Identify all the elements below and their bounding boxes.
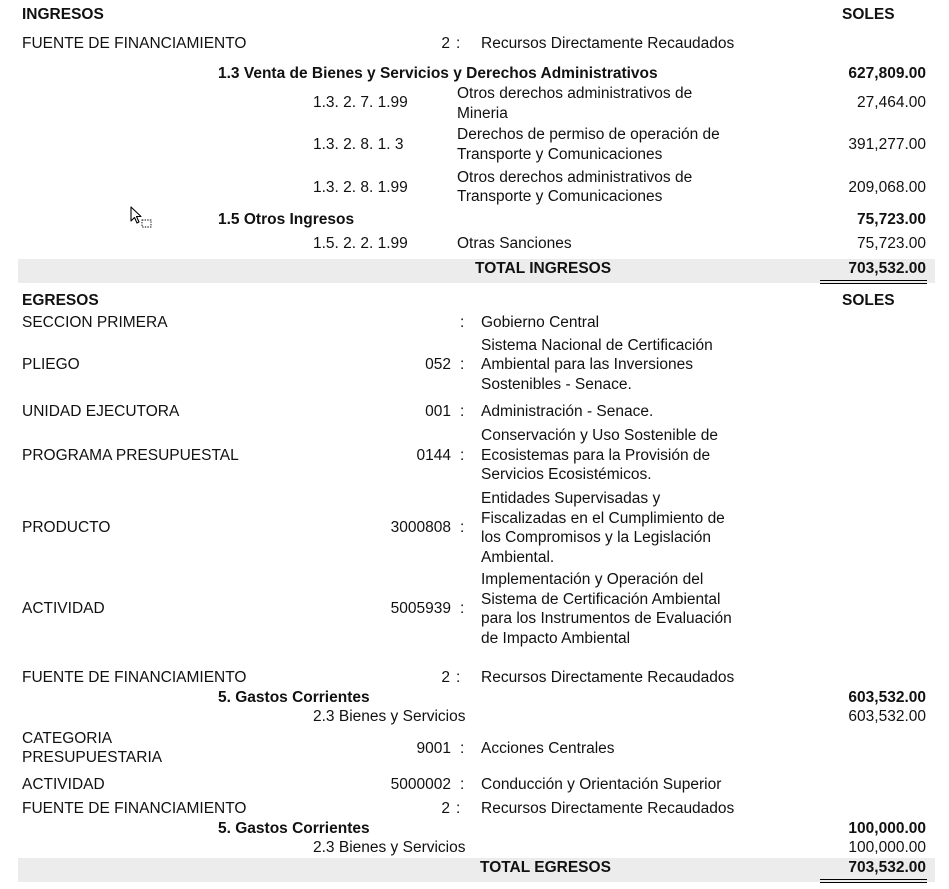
row-value: Administración - Senace. — [481, 403, 654, 420]
gastos-corrientes-amount: 100,000.00 — [848, 820, 926, 837]
fuente-sep: : — [456, 35, 461, 52]
row-value: Fiscalizadas en el Cumplimiento de — [481, 510, 725, 527]
total-egresos-label: TOTAL EGRESOS — [480, 859, 611, 876]
row-value: Ambiental. — [481, 549, 555, 566]
gastos-corrientes-amount: 603,532.00 — [848, 689, 926, 706]
fuente-label: FUENTE DE FINANCIAMIENTO — [22, 800, 247, 817]
total-ingresos-amount: 703,532.00 — [848, 260, 926, 277]
row-value: Sistema de Certificación Ambiental — [481, 591, 721, 608]
row-label: PLIEGO — [22, 356, 80, 373]
group-title: 1.3 Venta de Bienes y Servicios y Derechos Administrativos — [218, 65, 658, 82]
fuente-sep: : — [456, 669, 461, 686]
egresos-header: EGRESOS — [22, 292, 99, 309]
row-value: Conservación y Uso Sostenible de — [481, 427, 718, 444]
row-code: 5005939 — [390, 600, 451, 617]
row-label: UNIDAD EJECUTORA — [22, 403, 180, 420]
fuente-value: Recursos Directamente Recaudados — [481, 800, 735, 817]
categoria-sep: : — [460, 740, 465, 757]
line-desc: Derechos de permiso de operación de — [457, 126, 720, 143]
row-value: Sostenibles - Senace. — [481, 376, 632, 393]
row-label: SECCION PRIMERA — [22, 314, 168, 331]
row-value: Servicios Ecosistémicos. — [481, 466, 652, 483]
total-double-underline — [820, 879, 927, 883]
gastos-corrientes-label: 5. Gastos Corrientes — [218, 689, 370, 706]
fuente-code: 2 — [441, 669, 450, 686]
total-ingresos-label: TOTAL INGRESOS — [475, 260, 612, 277]
fuente-code: 2 — [441, 35, 450, 52]
total-egresos-amount: 703,532.00 — [848, 859, 926, 876]
ingresos-header: INGRESOS — [22, 6, 104, 23]
egresos-soles-header: SOLES — [842, 292, 895, 309]
line-desc-cont: Transporte y Comunicaciones — [457, 188, 663, 205]
line-desc-cont: Mineria — [457, 105, 508, 122]
fuente-sep: : — [456, 800, 461, 817]
line-amount: 75,723.00 — [857, 235, 926, 252]
mouse-pointer-icon — [130, 206, 154, 230]
ingresos-soles-header: SOLES — [842, 6, 895, 23]
row-sep: : — [460, 447, 465, 464]
fuente-value: Recursos Directamente Recaudados — [481, 35, 735, 52]
fuente-code: 2 — [441, 800, 450, 817]
row-label: PROGRAMA PRESUPUESTAL — [22, 447, 239, 464]
line-desc: Otras Sanciones — [457, 235, 572, 252]
fuente-label: FUENTE DE FINANCIAMIENTO — [22, 35, 247, 52]
categoria-label-cont: PRESUPUESTARIA — [22, 749, 163, 766]
line-desc-cont: Transporte y Comunicaciones — [457, 146, 663, 163]
row-sep: : — [460, 519, 465, 536]
row-code: 052 — [425, 356, 451, 373]
row-value: Entidades Supervisadas y — [481, 490, 661, 507]
row-label: PRODUCTO — [22, 519, 111, 536]
group-amount: 75,723.00 — [857, 211, 926, 228]
row-value: Ecosistemas para la Provisión de — [481, 447, 711, 464]
row-value: Sistema Nacional de Certificación — [481, 337, 713, 354]
group-amount: 627,809.00 — [848, 65, 926, 82]
row-sep: : — [460, 356, 465, 373]
line-code: 1.3. 2. 7. 1.99 — [313, 94, 408, 111]
line-desc: Otros derechos administrativos de — [457, 85, 693, 102]
line-amount: 27,464.00 — [857, 94, 926, 111]
line-code: 1.3. 2. 8. 1.99 — [313, 179, 408, 196]
actividad-sep: : — [460, 776, 465, 793]
row-value: Implementación y Operación del — [481, 571, 704, 588]
line-code: 1.5. 2. 2. 1.99 — [313, 235, 408, 252]
row-value: de Impacto Ambiental — [481, 630, 631, 647]
fuente-value: Recursos Directamente Recaudados — [481, 669, 735, 686]
bienes-servicios-label: 2.3 Bienes y Servicios — [313, 708, 466, 725]
row-label: ACTIVIDAD — [22, 600, 105, 617]
line-amount: 391,277.00 — [848, 136, 926, 153]
row-value: los Compromisos y la Legislación — [481, 529, 712, 546]
row-sep: : — [460, 314, 465, 331]
row-sep: : — [460, 403, 465, 420]
row-code: 0144 — [416, 447, 451, 464]
categoria-value: Acciones Centrales — [481, 740, 615, 757]
bienes-servicios-amount: 603,532.00 — [848, 708, 926, 725]
bienes-servicios-label: 2.3 Bienes y Servicios — [313, 839, 466, 856]
row-code: 001 — [425, 403, 451, 420]
categoria-label: CATEGORIA — [22, 730, 113, 747]
row-value: para los Instrumentos de Evaluación — [481, 610, 732, 627]
row-code: 3000808 — [390, 519, 451, 536]
categoria-code: 9001 — [416, 740, 451, 757]
row-value: Gobierno Central — [481, 314, 600, 331]
actividad-label: ACTIVIDAD — [22, 776, 105, 793]
actividad-code: 5000002 — [390, 776, 451, 793]
bienes-servicios-amount: 100,000.00 — [848, 839, 926, 856]
line-desc: Otros derechos administrativos de — [457, 169, 693, 186]
row-value: Ambiental para las Inversiones — [481, 356, 693, 373]
line-amount: 209,068.00 — [848, 179, 926, 196]
gastos-corrientes-label: 5. Gastos Corrientes — [218, 820, 370, 837]
actividad-value: Conducción y Orientación Superior — [481, 776, 722, 793]
row-sep: : — [460, 600, 465, 617]
total-double-underline — [820, 280, 927, 284]
fuente-label: FUENTE DE FINANCIAMIENTO — [22, 669, 247, 686]
group-title: 1.5 Otros Ingresos — [218, 211, 355, 228]
line-code: 1.3. 2. 8. 1. 3 — [313, 136, 404, 153]
